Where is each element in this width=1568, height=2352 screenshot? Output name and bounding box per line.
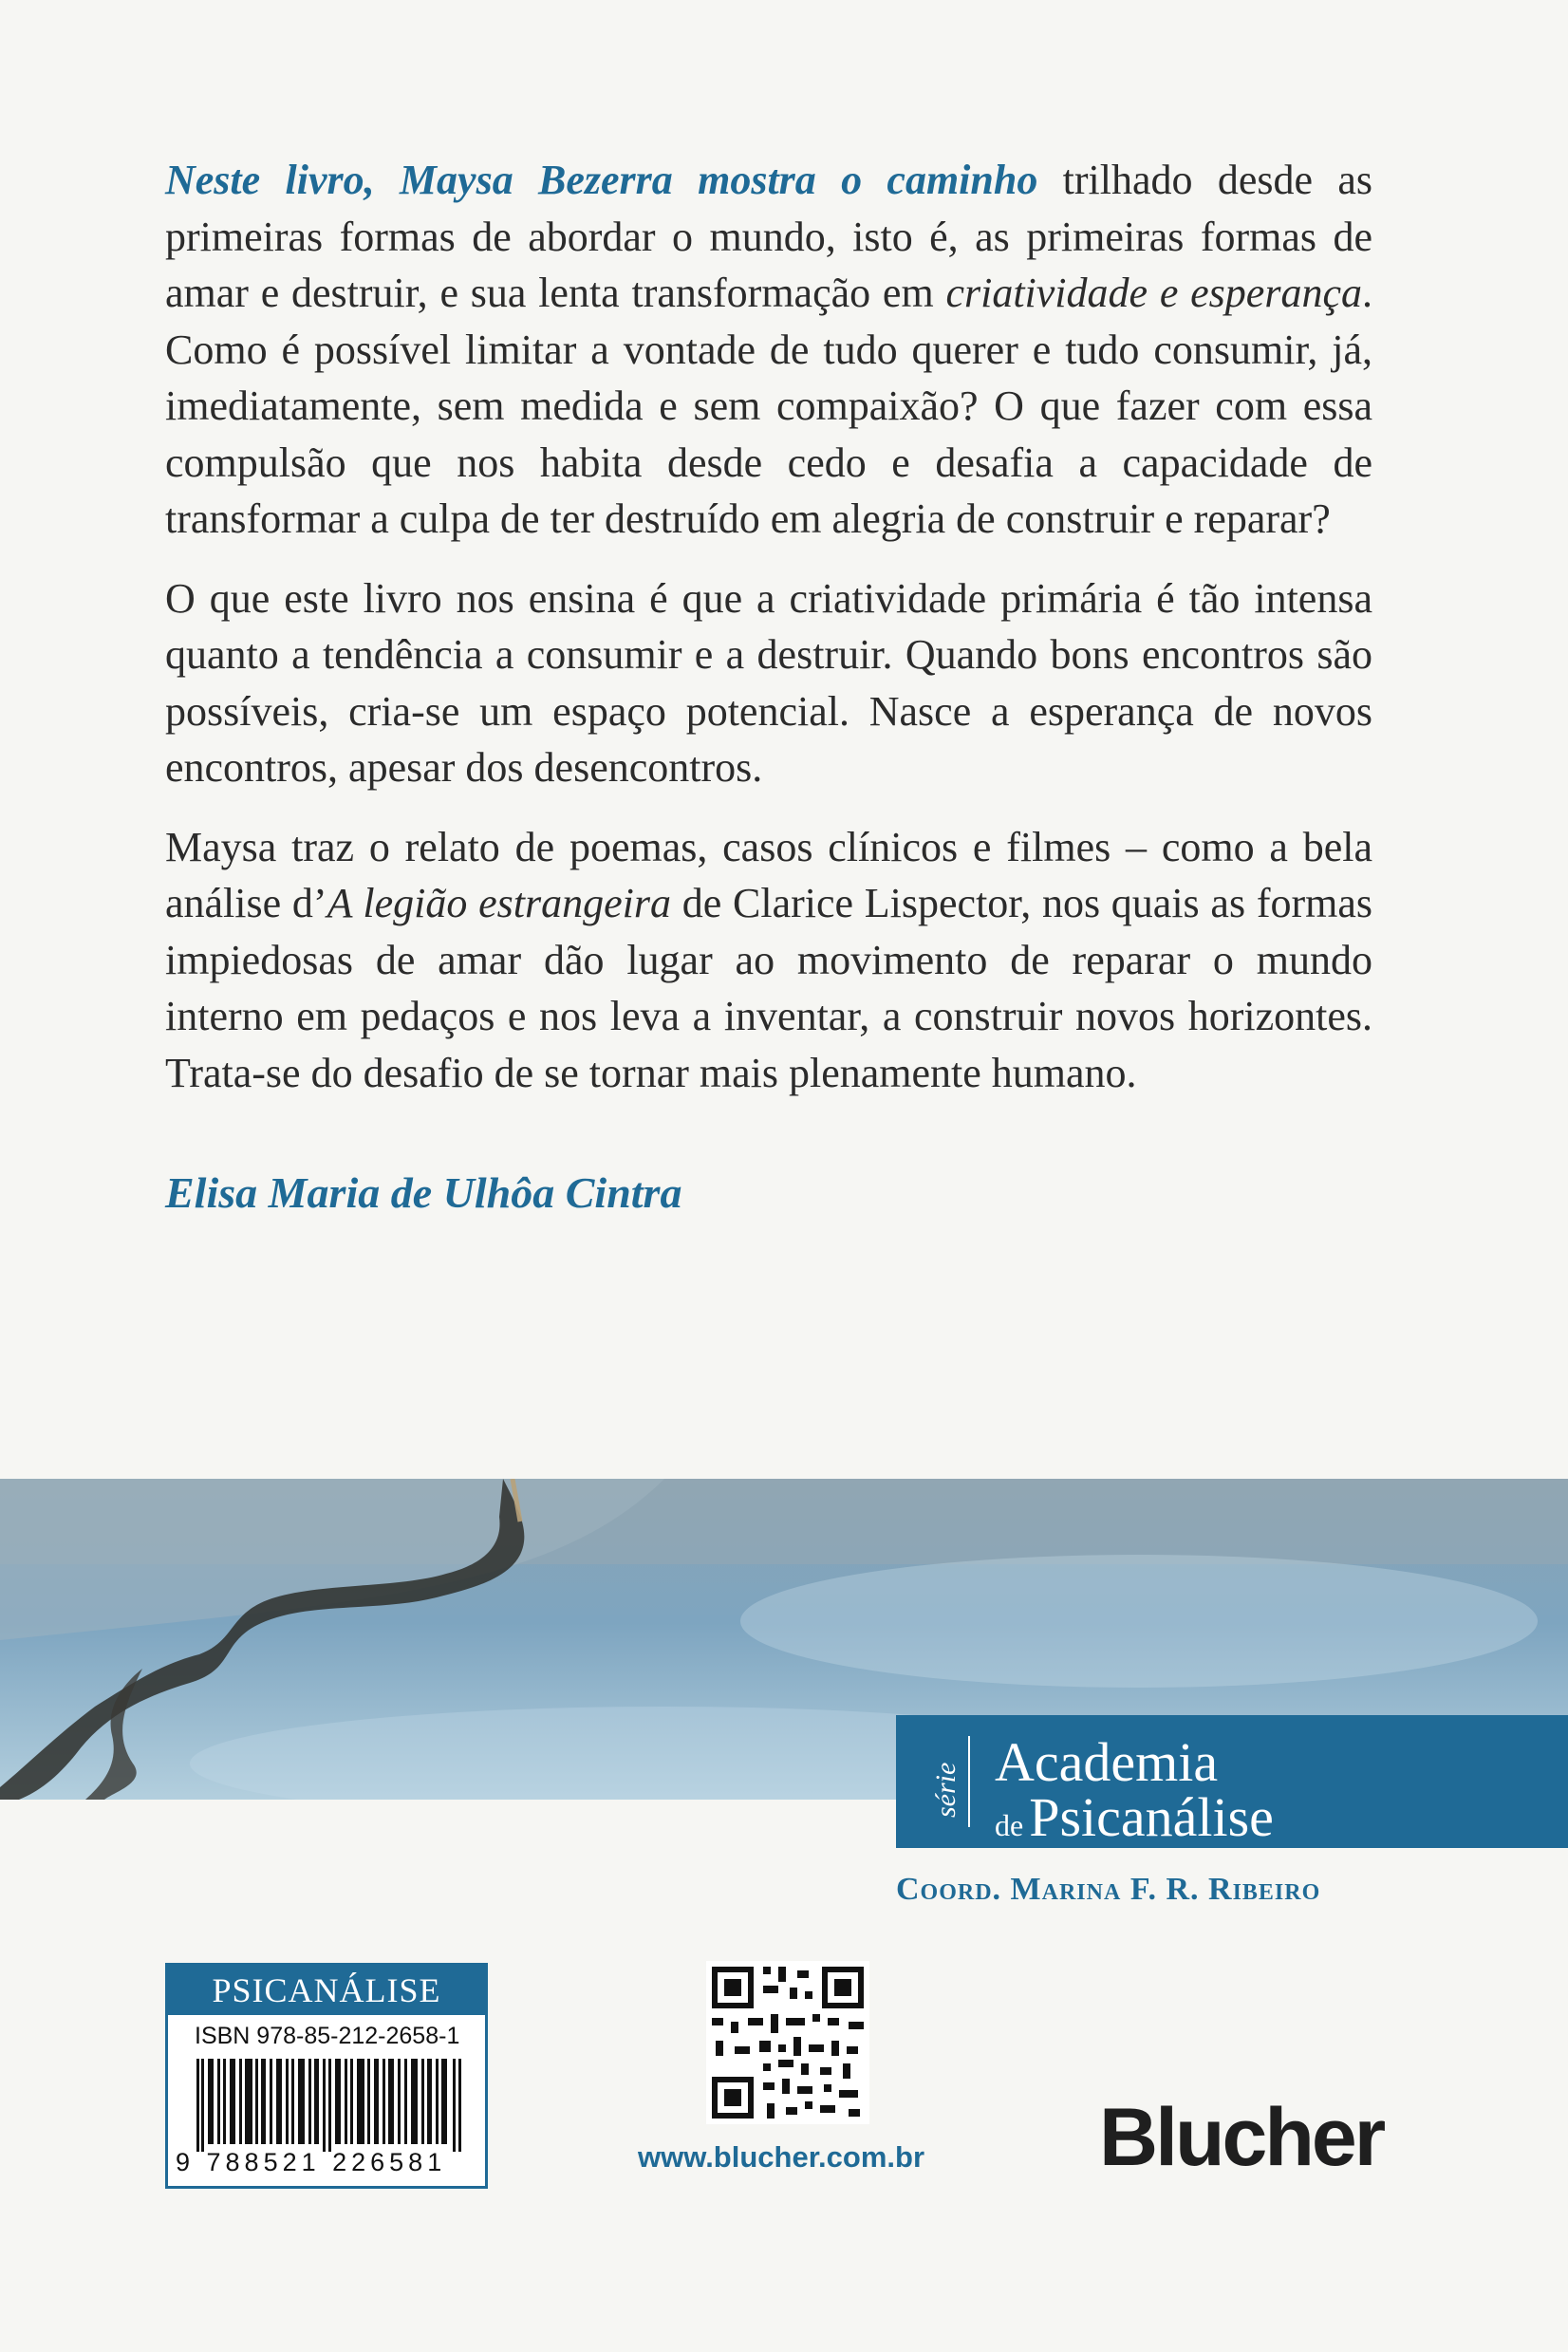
- paragraph-3-text-b: de Clarice Lispector, nos quais as formas impiedosas de amar dão lugar ao movimento de reparar o mundo interno em pedaços e nos leva a inventar, a construir novos horizontes. Trata-se do desafio de se tornar mais plenamente humano.: [165, 880, 1373, 1096]
- paragraph-3-emphasis: A legião estrangeira: [327, 880, 671, 926]
- paragraph-1-text-b: . Como é possível limitar a vontade de tudo querer e tudo consumir, já, imediatamente, sem medida e sem compaixão? O que fazer com essa compulsão que nos habita desde cedo e desafia a capacidade de transformar a culpa de ter destruído em alegria de construir e reparar?: [165, 270, 1372, 542]
- publisher-website-link[interactable]: www.blucher.com.br: [638, 2140, 925, 2174]
- barcode-digits: 9 788521 226581: [176, 2148, 447, 2176]
- isbn-number: ISBN 978-85-212-2658-1: [195, 2023, 460, 2049]
- category-label: PSICANÁLISE: [168, 1966, 485, 2015]
- paragraph-1: [165, 152, 1372, 548]
- back-cover-text: [165, 152, 1372, 1124]
- series-title-line-2: [995, 1785, 1274, 1849]
- series-title-main: Psicanálise: [1029, 1786, 1274, 1848]
- review-author-signature: Elisa Maria de Ulhôa Cintra: [165, 1168, 682, 1217]
- series-banner: série Academia de Psicanálise: [896, 1715, 1568, 1848]
- publisher-logo: Blucher: [1099, 2092, 1384, 2183]
- series-title-line-1: Academia: [995, 1731, 1219, 1793]
- qr-code[interactable]: [706, 1961, 869, 2124]
- series-divider: [968, 1736, 970, 1827]
- series-title-prefix: de: [995, 1808, 1024, 1842]
- paragraph-1-text-a: trilhado desde as primeiras formas de abordar o mundo, isto é, as primeiras formas de amar e destruir, e sua lenta transformação em: [165, 157, 1372, 316]
- paragraph-3-text-a: Maysa traz o relato de poemas, casos clínicos e filmes – como a bela análise d’: [165, 823, 1372, 926]
- paragraph-2: O que este livro nos ensina é que a criatividade primária é tão intensa quanto a tendência a consumir e a destruir. Quando bons encontros são possíveis, cria-se um espaço potencial. Nasce a esperança de novos encontros, apesar dos desencontros.: [165, 574, 1372, 791]
- series-coordinator: Coord. Marina F. R. Ribeiro: [896, 1872, 1321, 1907]
- isbn-box: [165, 1963, 488, 2189]
- lead-phrase: Neste livro, Maysa Bezerra mostra o caminho: [165, 157, 1038, 203]
- barcode: [196, 2059, 464, 2152]
- paragraph-1-emphasis: criatividade e esperança: [945, 270, 1362, 316]
- paragraph-3: [165, 819, 1372, 1102]
